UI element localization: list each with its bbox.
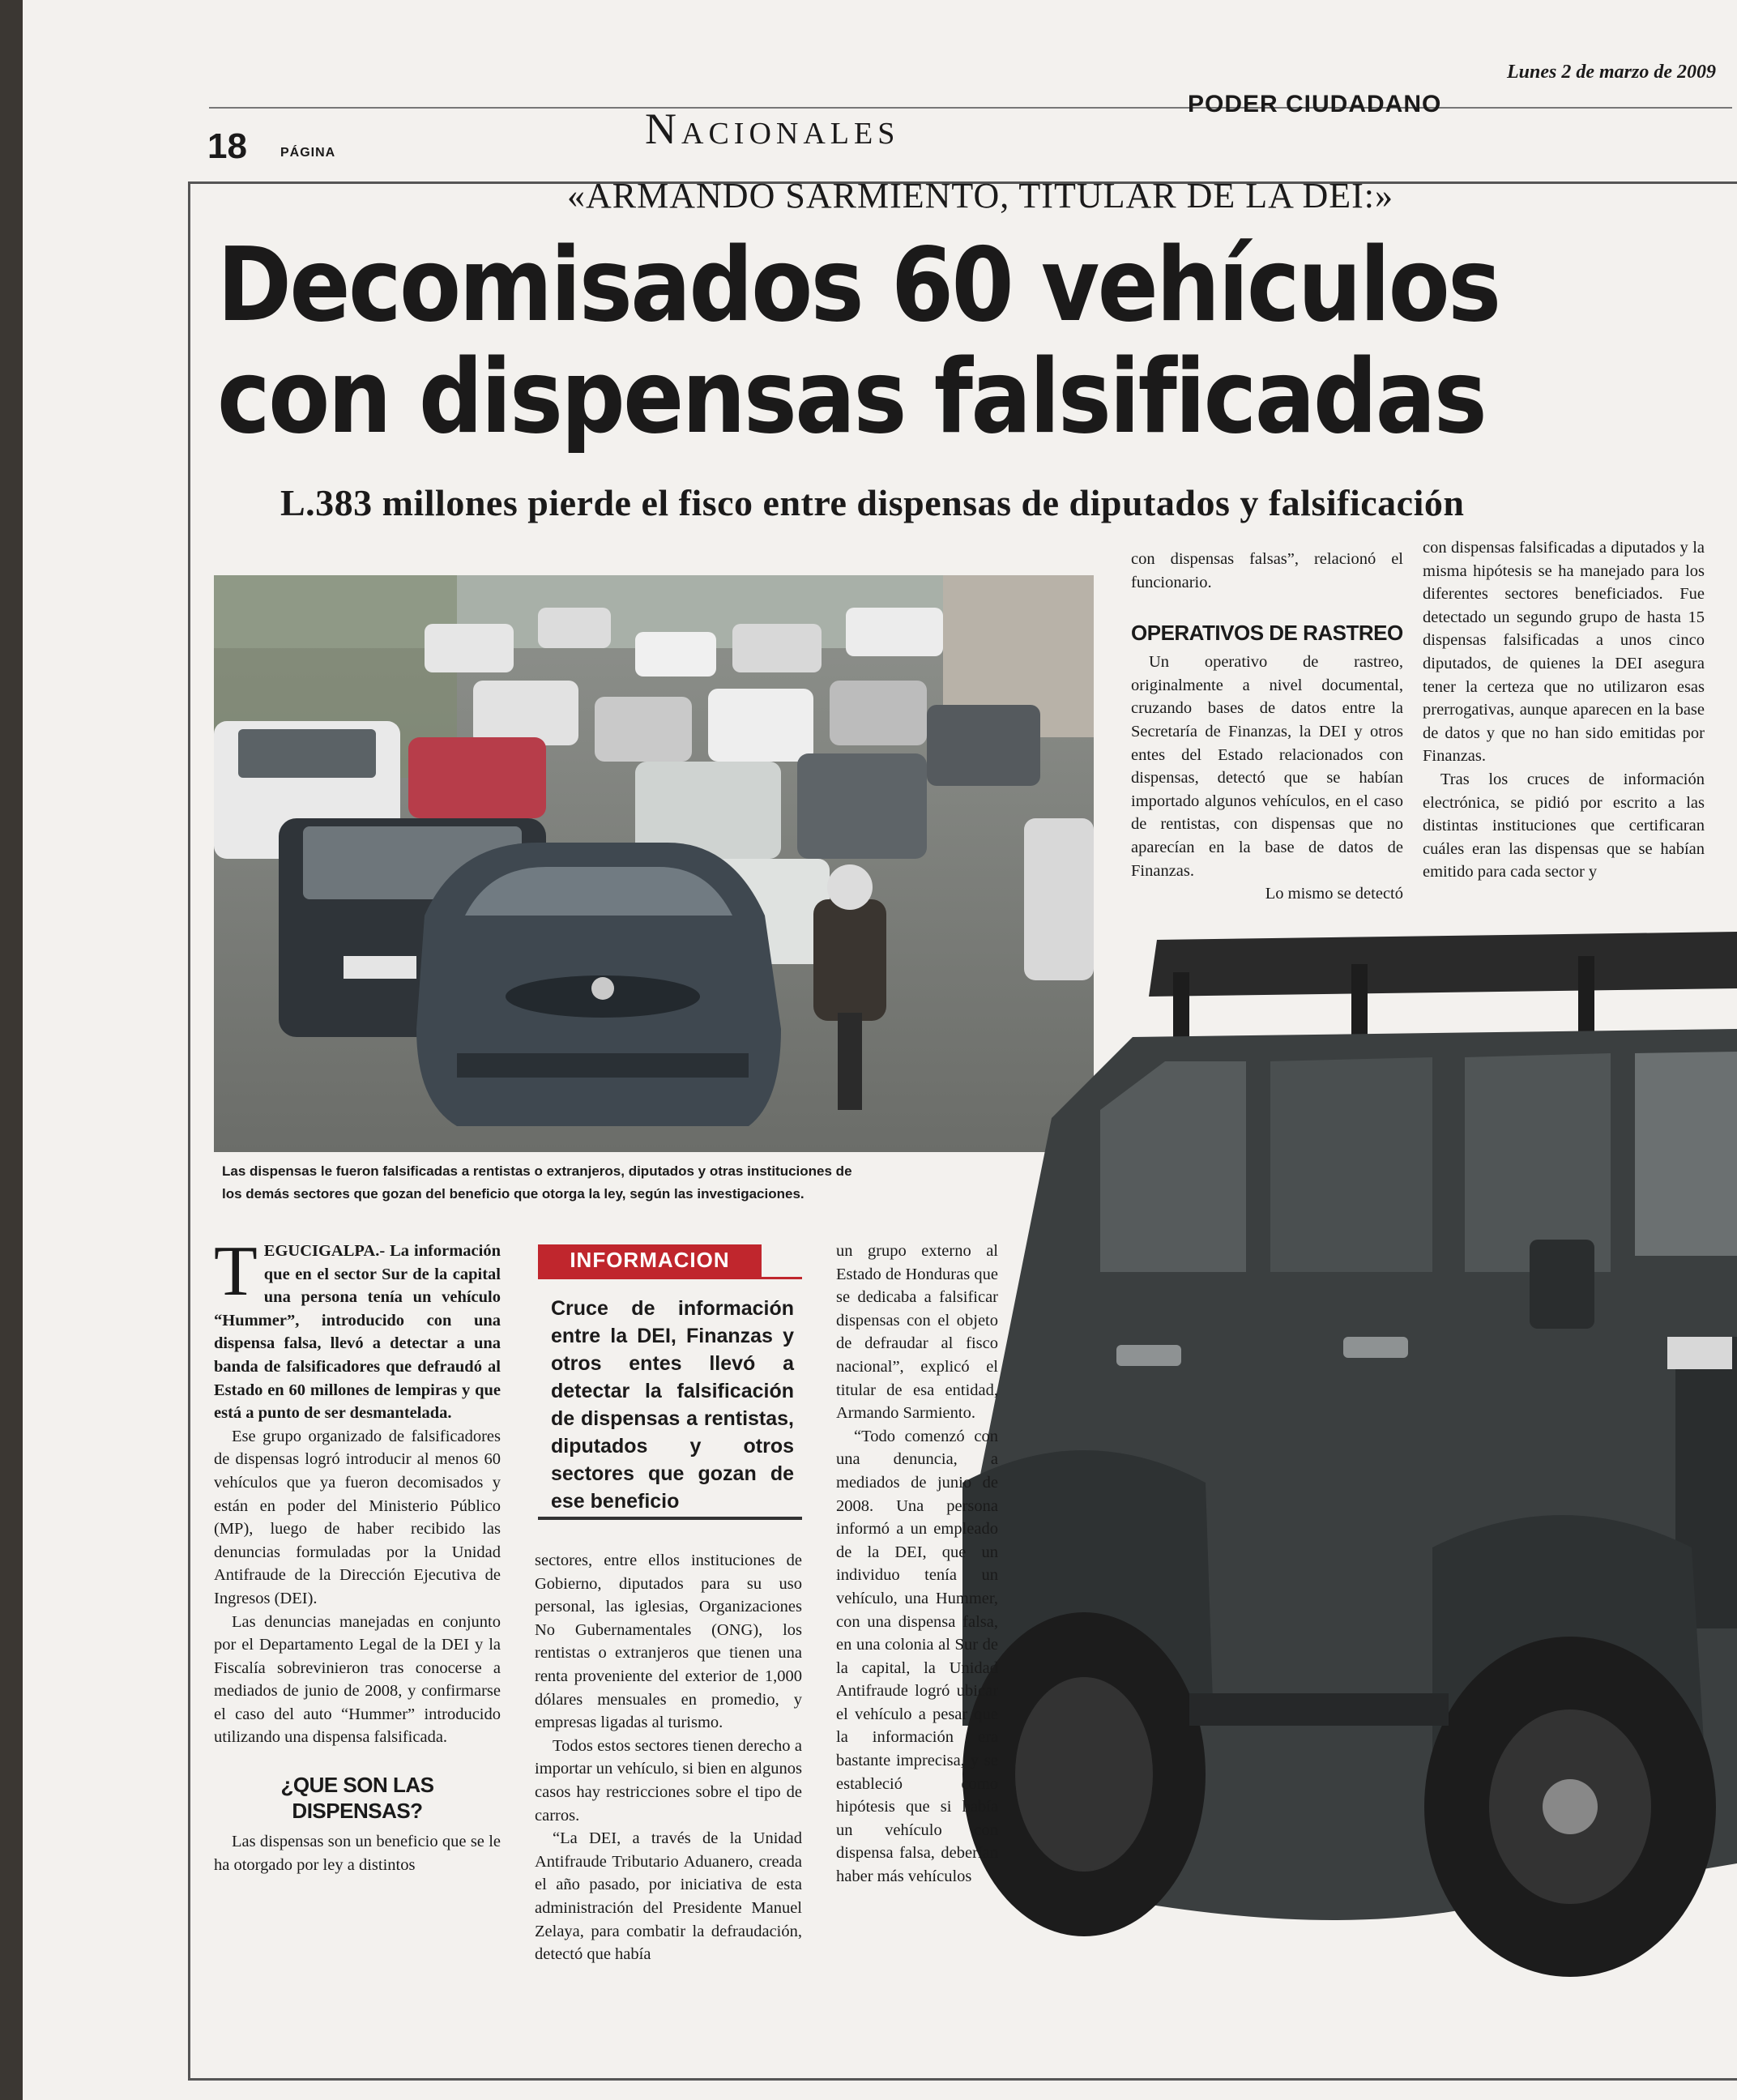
info-body: Cruce de información entre la DEI, Finanzas y otros entes llevó a detectar la falsificación de dispensas a rentistas, diputados y otros sectores que gozan de ese beneficio — [551, 1297, 794, 1513]
headline-line-2: con dispensas falsificadas — [217, 337, 1486, 456]
header-rule — [209, 107, 1732, 109]
info-bottom-rule — [538, 1517, 802, 1520]
info-tab: INFORMACION — [538, 1244, 762, 1277]
lead-paragraph: EGUCIGALPA.- La información que en el sector Sur de la capital una persona tenía un vehículo “Hummer”, introducido con una dispensa falsa, llevó a detectar a una banda de falsificadores que defraudó al Estado en 60 millones de lempiras y que está a punto de ser desmantelada. — [214, 1242, 501, 1423]
issue-date: Lunes 2 de marzo de 2009 — [1507, 62, 1716, 83]
article-column-4 — [1131, 548, 1403, 906]
section-title: Nacionales — [645, 105, 900, 153]
col2-paragraph-2: Todos estos sectores tienen derecho a importar un vehículo, si bien en algunos casos hay restricciones sobre el tipo de carros. — [535, 1736, 802, 1825]
col3-paragraph-2: “Todo comenzó con una denuncia, a mediados de junio de 2008. Una persona informó a un empleado de la DEI, que un individuo tenía un vehículo, una Hummer, con una dispensa falsa, en una colonia al Sur de la capital, la Unidad Antifraude logró ubicar el vehículo a pesar que la información era bastante imprecisa, y se estableció como hipótesis que si había un vehículo con dispensa falsa, deberían haber más vehículos — [836, 1427, 998, 1886]
page-label: PÁGINA — [280, 146, 336, 160]
col2-paragraph-3: “La DEI, a través de la Unidad Antifraude Tributario Aduanero, creada el año pasado, por iniciativa de esta administración del Presidente Manuel Zelaya, para combatir la defraudación, detectó que había — [535, 1829, 802, 1964]
info-top-rule — [538, 1277, 802, 1279]
page-number: 18 — [207, 126, 247, 166]
col4-paragraph-1: Un operativo de rastreo, originalmente a nivel documental, cruzando bases de datos entre la Secretaría de Finanzas, la DEI y otros entes del Estado relacionados con dispensas, detectó que se habían importado algunos vehículos, en el caso de rentistas, con dispensas que no aparecían en la base de datos de Finanzas. — [1131, 653, 1403, 880]
subsection-title-operativos: OPERATIVOS DE RASTREO — [1131, 621, 1403, 646]
col5-paragraph-0: con dispensas falsificadas a diputados y la misma hipótesis se ha manejado para los diferentes sectores beneficiados. Fue detectado un segundo grupo de hasta 15 dispensas falsificadas a unos cinco diputados, de quienes la DEI asegura tener la certeza que no utilizaron esas prerrogativas, aunque aparecen en la base de datos y que no han sido emitidas por Finanzas. — [1423, 539, 1705, 766]
col4-paragraph-2: Lo mismo se detectó — [1265, 885, 1403, 903]
kicker: «ARMANDO SARMIENTO, TITULAR DE LA DEI:» — [567, 176, 1394, 216]
article-column-2 — [535, 1549, 802, 1966]
publication-name: PODER CIUDADANO — [1188, 91, 1442, 117]
col2-paragraph-1: sectores, entre ellos instituciones de Gobierno, diputados para su uso personal, las iglesias, Organizaciones No Gubernamentales (ONG), los rentistas o extranjeros que tienen una renta proveniente del exterior de 1,000 dólares mensuales en promedio, y empresas ligadas al turismo. — [535, 1552, 802, 1732]
hummer-illustration — [962, 916, 1737, 1985]
photo-caption-line-2: los demás sectores que gozan del beneficio que otorga la ley, según las investigaciones. — [222, 1186, 804, 1202]
subsection-title-dispensas: ¿QUE SON LAS DISPENSAS? — [280, 1773, 434, 1824]
subheadline: L.383 millones pierde el fisco entre dispensas de diputados y falsificación — [280, 482, 1465, 523]
hummer-photo — [962, 916, 1737, 1985]
dropcap: T — [214, 1232, 258, 1311]
photo-caption-line-1: Las dispensas le fueron falsificadas a rentistas o extranjeros, diputados y otras instituciones de — [222, 1163, 852, 1179]
article-column-3 — [836, 1240, 998, 1889]
col3-paragraph-1: un grupo externo al Estado de Honduras que se dedicaba a falsificar dispensas con el objeto de defraudar al fisco nacional”, explicó el titular de esa entidad, Armando Sarmiento. — [836, 1242, 998, 1423]
article-column-1 — [214, 1232, 501, 1876]
newspaper-page — [23, 0, 1737, 2100]
col5-paragraph-1: Tras los cruces de información electrónica, se pidió por escrito a las distintas instituciones que certificaran cuáles eran las dispensas que se habían emitido para cada sector y — [1423, 770, 1705, 881]
article-column-5 — [1423, 536, 1705, 884]
photo-caption — [222, 1160, 1000, 1206]
col1-paragraph-4: Las dispensas son un beneficio que se le ha otorgado por ley a distintos — [214, 1833, 501, 1874]
col1-paragraph-2: Ese grupo organizado de falsificadores de dispensas logró introducir al menos 60 vehículos que ya fueron decomisados y están en poder del Ministerio Público (MP), luego de haber recibido las denuncias formuladas por la Unidad Antifraude de la Dirección Ejecutiva de Ingresos (DEI). — [214, 1427, 501, 1607]
col1-paragraph-3: Las denuncias manejadas en conjunto por el Departamento Legal de la DEI y la Fiscalía sobrevinieron tras conocerse a mediados de junio de 2008, y confirmarse el caso del auto “Hummer” introducido utilizando una dispensa falsificada. — [214, 1612, 501, 1747]
col4-paragraph-0: con dispensas falsas”, relacionó el funcionario. — [1131, 550, 1403, 591]
headline-line-1: Decomisados 60 vehículos — [217, 225, 1500, 344]
